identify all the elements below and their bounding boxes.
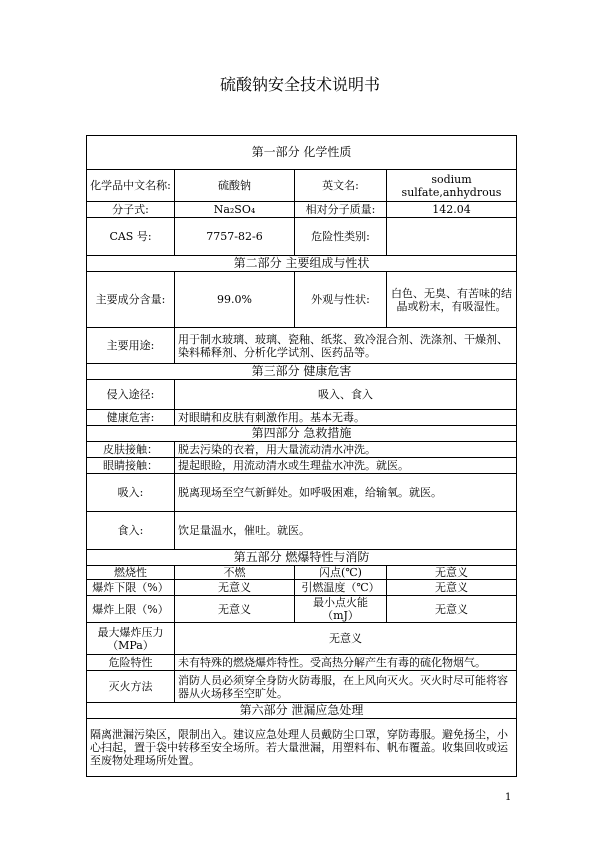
appearance-label: 外观与性状: (295, 272, 387, 328)
formula-label: 分子式: (87, 202, 175, 218)
min-ignition-value: 无意义 (387, 596, 517, 623)
use-label: 主要用途: (87, 328, 175, 364)
mw-value: 142.04 (387, 202, 517, 218)
lower-limit-value: 无意义 (175, 580, 295, 596)
skin-value: 脱去污染的衣着，用大量流动清水冲洗。 (175, 442, 517, 458)
flammability-label: 燃烧性 (87, 566, 175, 580)
upper-limit-value: 无意义 (175, 596, 295, 623)
cas-value: 7757-82-6 (175, 218, 295, 256)
en-name-label: 英文名: (295, 170, 387, 202)
autoignition-value: 无意义 (387, 580, 517, 596)
danger-value: 未有特殊的燃烧爆炸特性。受高热分解产生有毒的硫化物烟气。 (175, 655, 517, 671)
min-ignition-label: 最小点火能（mJ） (295, 596, 387, 623)
section2-heading: 第二部分 主要组成与性状 (87, 256, 517, 272)
en-name-value: sodium sulfate,anhydrous (387, 170, 517, 202)
formula-value: Na₂SO₄ (175, 202, 295, 218)
cn-name-value: 硫酸钠 (175, 170, 295, 202)
section3-heading: 第三部分 健康危害 (87, 364, 517, 380)
fire-label: 灭火方法 (87, 671, 175, 703)
fire-value: 消防人员必须穿全身防火防毒服，在上风向灭火。灭火时尽可能将容器从火场移至空旷处。 (175, 671, 517, 703)
document-title: 硫酸钠安全技术说明书 (219, 75, 380, 94)
mw-label: 相对分子质量: (295, 202, 387, 218)
eye-value: 提起眼睑，用流动清水或生理盐水冲洗。就医。 (175, 458, 517, 474)
autoignition-label: 引燃温度（℃） (295, 580, 387, 596)
section4-heading: 第四部分 急救措施 (87, 426, 517, 442)
hazard-class-label: 危险性类别: (295, 218, 387, 256)
section6-heading: 第六部分 泄漏应急处理 (87, 703, 517, 719)
cas-label: CAS 号: (87, 218, 175, 256)
cn-name-label: 化学品中文名称: (87, 170, 175, 202)
content-value: 99.0% (175, 272, 295, 328)
section1-heading: 第一部分 化学性质 (87, 136, 517, 170)
danger-label: 危险特性 (87, 655, 175, 671)
max-pressure-label: 最大爆炸压力（MPa） (87, 623, 175, 655)
flash-label: 闪点(℃) (295, 566, 387, 580)
ingest-label: 食入: (87, 512, 175, 550)
page-number: 1 (505, 792, 512, 803)
health-value: 对眼睛和皮肤有刺激作用。基本无毒。 (175, 410, 517, 426)
flash-value: 无意义 (387, 566, 517, 580)
lower-limit-label: 爆炸下限（%） (87, 580, 175, 596)
route-label: 侵入途径: (87, 380, 175, 410)
health-label: 健康危害: (87, 410, 175, 426)
ingest-value: 饮足量温水，催吐。就医。 (175, 512, 517, 550)
upper-limit-label: 爆炸上限（%） (87, 596, 175, 623)
spill-text: 隔离泄漏污染区，限制出入。建议应急处理人员戴防尘口罩，穿防毒服。避免扬尘，小心扫起，置于袋中转移至安全场所。若大量泄漏，用塑料布、帆布覆盖。收集回收或运至废物处理场所处置。 (87, 719, 517, 777)
inhale-label: 吸入: (87, 474, 175, 512)
appearance-value: 白色、无臭、有苦味的结晶或粉末，有吸湿性。 (387, 272, 517, 328)
hazard-class-value (387, 218, 517, 256)
content-label: 主要成分含量: (87, 272, 175, 328)
inhale-value: 脱离现场至空气新鲜处。如呼吸困难，给输氧。就医。 (175, 474, 517, 512)
skin-label: 皮肤接触： (87, 442, 175, 458)
max-pressure-value: 无意义 (175, 623, 517, 655)
msds-table (86, 135, 517, 777)
eye-label: 眼睛接触： (87, 458, 175, 474)
use-value: 用于制水玻璃、玻璃、瓷釉、纸浆、致冷混合剂、洗涤剂、干燥剂、染料稀释剂、分析化学试剂、医药品等。 (175, 328, 517, 364)
route-value: 吸入、食入 (175, 380, 517, 410)
section5-heading: 第五部分 燃爆特性与消防 (87, 550, 517, 566)
flammability-value: 不燃 (175, 566, 295, 580)
